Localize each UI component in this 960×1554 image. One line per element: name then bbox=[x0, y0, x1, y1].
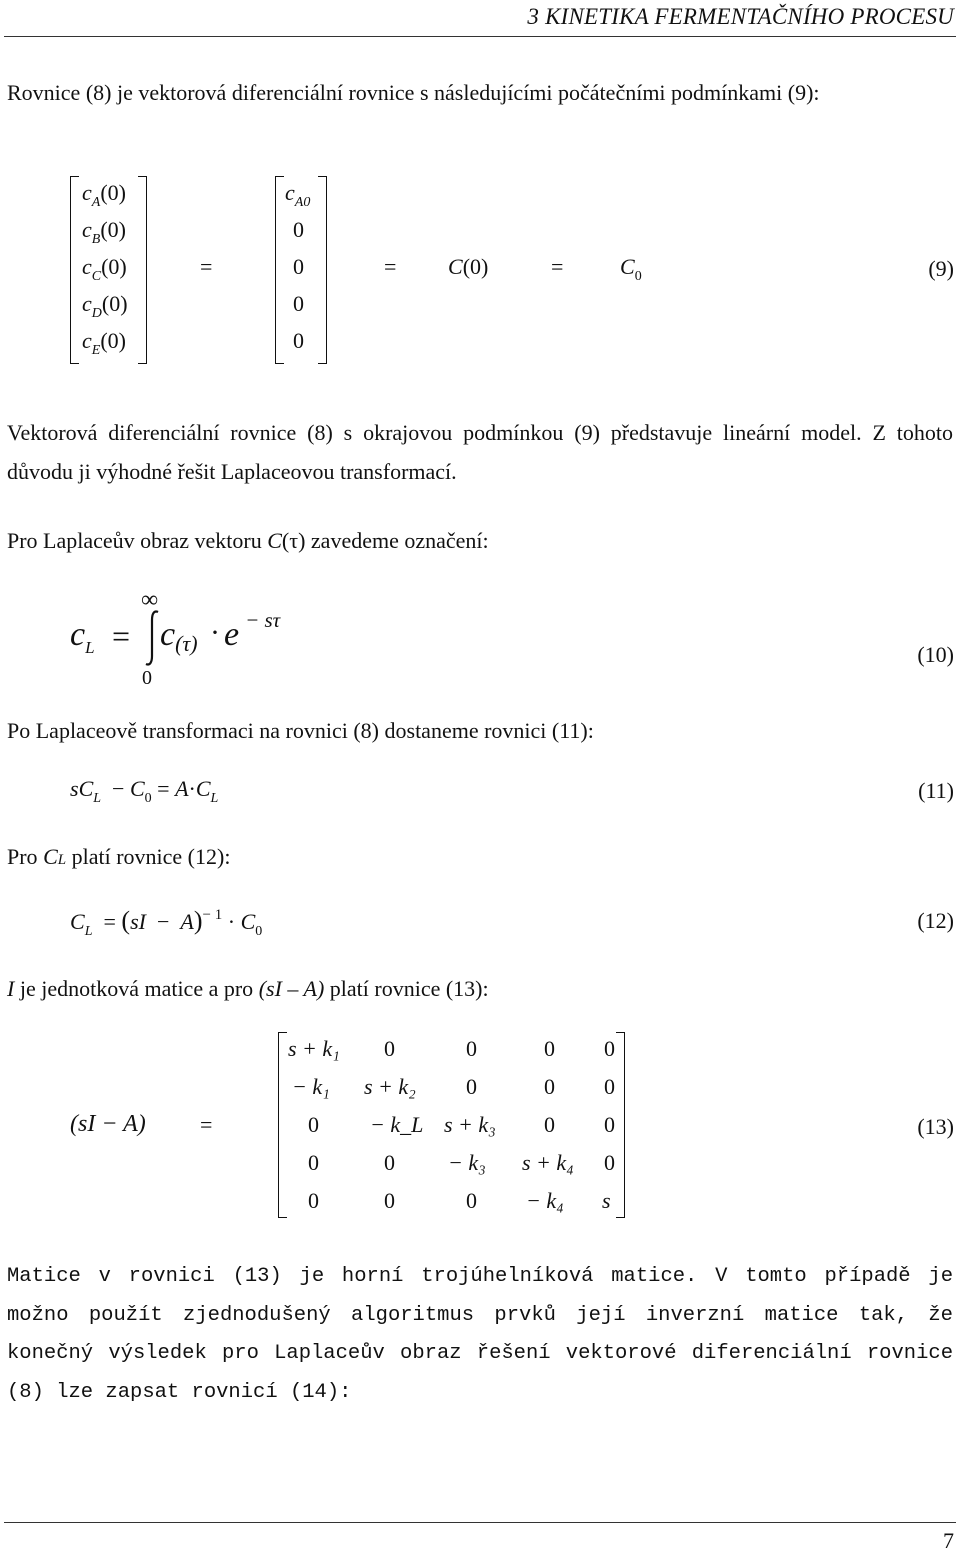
matrix-cell: 0 bbox=[308, 1150, 319, 1175]
eq9-row-e: $c_E(0)$ bbox=[82, 328, 126, 358]
equation-number-11: (11) bbox=[918, 778, 954, 803]
eq9-vec-first: $c_{A0}$ bbox=[285, 180, 311, 210]
eq12-expression: $C_L = (sI - A)^{- 1} \cdot C_0$ bbox=[70, 906, 263, 939]
equation-number-13: (13) bbox=[917, 1114, 954, 1139]
eq13-equals: = bbox=[200, 1112, 213, 1137]
matrix-cell: 0 bbox=[544, 1112, 555, 1137]
header-rule bbox=[4, 36, 956, 37]
page-number: 7 bbox=[943, 1528, 954, 1553]
matrix-cell: 0 bbox=[384, 1036, 395, 1061]
eq10-upper-limit: ∞ bbox=[141, 587, 159, 613]
matrix-cell: 0 bbox=[308, 1188, 319, 1213]
matrix-cell: 0 bbox=[544, 1074, 555, 1099]
matrix-cell: 0 bbox=[466, 1188, 477, 1213]
eq13-lhs: (sI − A) bbox=[70, 1111, 146, 1137]
eq9-vec-zero: 0 bbox=[293, 328, 304, 353]
paragraph-triangular-matrix: Matice v rovnici (13) je horní trojúhelníková matice. V tomto případě je možno použít zjednodušený algoritmus prvků její inverzní matice tak, že konečný výsledek pro Laplaceův obraz řešení vektorové diferenciální rovnice (8) lze zapsat rovnicí (14): bbox=[7, 1265, 953, 1404]
eq11-expression: $sC_L - C_0 = A\cdot C_L$ bbox=[70, 776, 219, 806]
matrix-cell: 0 bbox=[466, 1074, 477, 1099]
equation-number-9: (9) bbox=[928, 256, 954, 281]
matrix-cell: − k₃ bbox=[448, 1150, 486, 1175]
eq9-left-bracket-l bbox=[70, 176, 79, 364]
eq9-right-bracket-l bbox=[275, 176, 284, 364]
matrix-cell: 0 bbox=[466, 1036, 477, 1061]
matrix-cell: s + k₂ bbox=[364, 1074, 416, 1099]
paragraph-initial-conditions: Rovnice (8) je vektorová diferenciální rovnice s následujícími počátečními podmínkami (9): bbox=[7, 80, 820, 105]
eq9-vec-zero: 0 bbox=[293, 217, 304, 242]
eq10-lower-limit: 0 bbox=[142, 667, 152, 689]
eq9-equals-1: = bbox=[200, 254, 213, 279]
matrix-cell: s + k₁ bbox=[288, 1036, 340, 1061]
matrix-cell: − k₄ bbox=[526, 1188, 564, 1213]
eq9-right-bracket-r bbox=[318, 176, 327, 364]
matrix-cell: 0 bbox=[604, 1112, 615, 1137]
eq13-bracket-l bbox=[278, 1032, 287, 1218]
eq9-c-of-zero: C(0) bbox=[448, 254, 489, 279]
matrix-cell: − k_L bbox=[370, 1112, 424, 1137]
matrix-cell: s + k₃ bbox=[444, 1112, 496, 1137]
matrix-cell: − k₁ bbox=[292, 1074, 330, 1099]
equation-number-12: (12) bbox=[917, 908, 954, 933]
eq9-vec-zero: 0 bbox=[293, 254, 304, 279]
matrix-cell: 0 bbox=[604, 1074, 615, 1099]
eq9-row-d: $c_D(0)$ bbox=[82, 291, 128, 321]
equation-number-10: (10) bbox=[917, 642, 954, 667]
eq13-bracket-r bbox=[616, 1032, 625, 1218]
eq10-integrand: c(τ) bbox=[160, 616, 198, 656]
eq9-equals-2: = bbox=[384, 254, 397, 279]
paragraph-identity-matrix: I je jednotková matice a pro (sI – A) platí rovnice (13): bbox=[7, 976, 489, 1001]
matrix-cell: 0 bbox=[384, 1188, 395, 1213]
matrix-cell: s + k₄ bbox=[522, 1150, 574, 1175]
eq10-exp: e $^{- s\tau}$ bbox=[224, 608, 281, 653]
matrix-cell: s bbox=[602, 1188, 611, 1213]
eq9-row-a: $c_A(0)$ bbox=[82, 180, 126, 210]
paragraph-linear-model: Vektorová diferenciální rovnice (8) s okrajovou podmínkou (9) představuje lineární model. Z tohoto důvodu ji výhodné řešit Laplaceovou transformací. bbox=[7, 420, 953, 484]
paragraph-cl-equation: Pro CL platí rovnice (12): bbox=[7, 844, 231, 869]
matrix-cell: 0 bbox=[604, 1036, 615, 1061]
eq9-row-b: $c_B(0)$ bbox=[82, 217, 126, 247]
eq9-vec-zero: 0 bbox=[293, 291, 304, 316]
matrix-cell: 0 bbox=[544, 1036, 555, 1061]
footer-rule bbox=[4, 1522, 956, 1523]
eq10-lhs: $c_L$ bbox=[70, 616, 95, 657]
running-header: 3 KINETIKA FERMENTAČNÍHO PROCESU bbox=[527, 4, 954, 29]
eq10-equals: = bbox=[112, 618, 131, 654]
eq10-dot: · bbox=[210, 616, 220, 649]
eq9-c0: $C_0$ bbox=[620, 254, 642, 284]
matrix-cell: 0 bbox=[384, 1150, 395, 1175]
eq9-equals-3: = bbox=[551, 254, 564, 279]
eq9-left-bracket-r bbox=[138, 176, 147, 364]
matrix-cell: 0 bbox=[604, 1150, 615, 1175]
matrix-cell: 0 bbox=[308, 1112, 319, 1137]
paragraph-laplace-notation: Pro Laplaceův obraz vektoru C(τ) zavedeme označení: bbox=[7, 528, 489, 553]
paragraph-laplace-transform: Po Laplaceově transformaci na rovnici (8) dostaneme rovnici (11): bbox=[7, 718, 594, 743]
eq9-row-c: $c_C(0)$ bbox=[82, 254, 127, 284]
